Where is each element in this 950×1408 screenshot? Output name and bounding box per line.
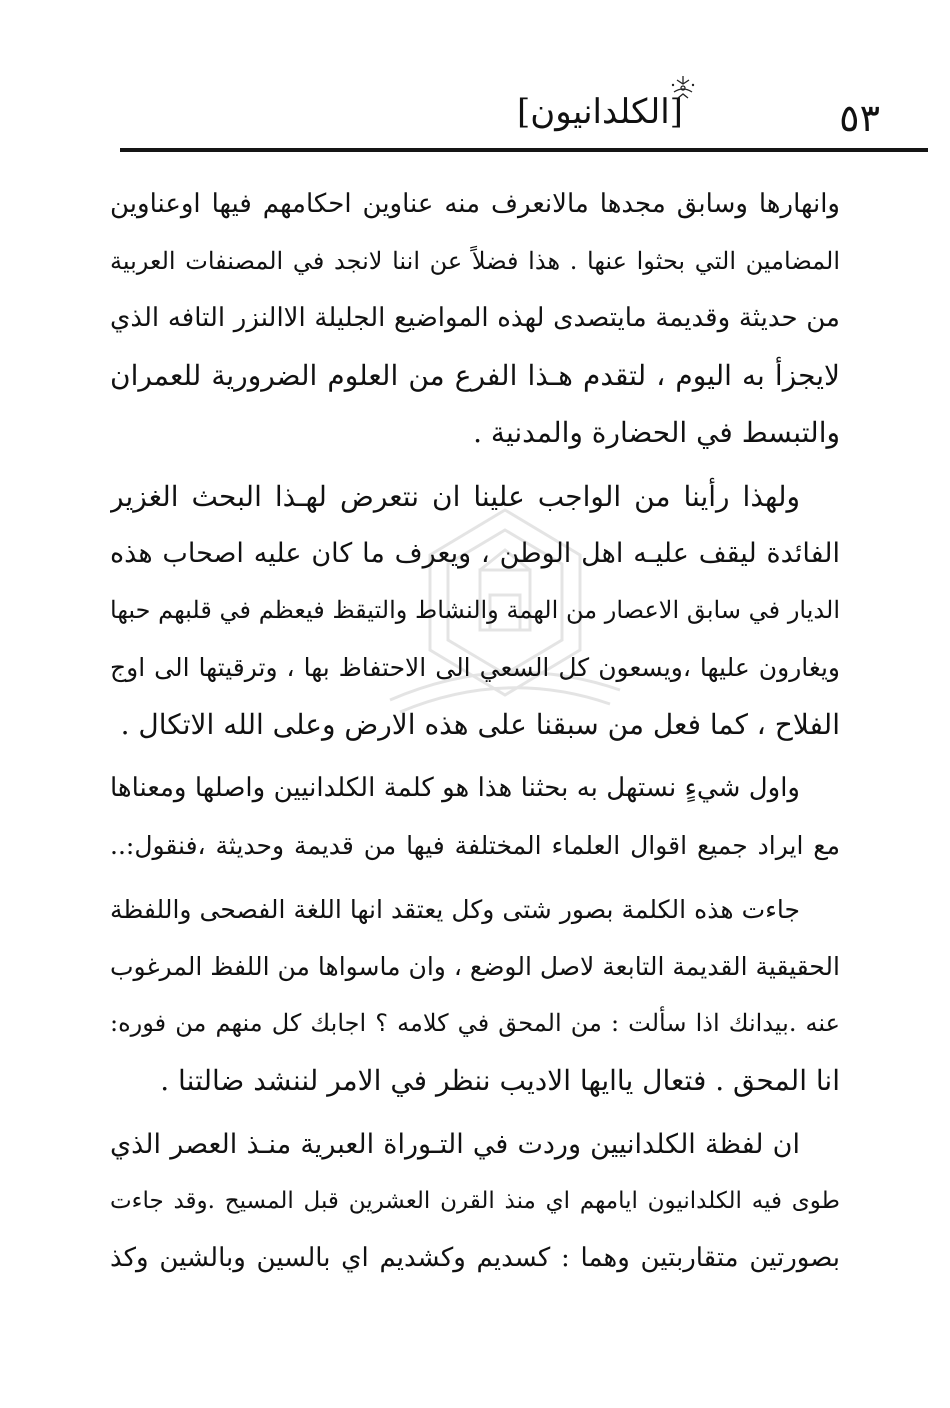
text-line: الديار في سابق الاعصار من الهمة والنشاط والتيقظ فيعظم في قلبهم حبها [110,596,840,624]
text-line: جاءت هذه الكلمة بصور شتى وكل يعتقد انها اللغة الفصحى واللفظة [110,895,800,924]
ornament-icon [668,74,698,104]
body-text [110,176,840,1287]
text-line: الفلاح ، كما فعل من سبقنا على هذه الارض وعلى الله الاتكال . [120,708,840,741]
text-line: بصورتين متقاربتين وهما : كسديم وكشديم اي بالسين وبالشين وكذ [110,1243,840,1273]
text-line: ويغارون عليها ،ويسعون كل السعي الى الاحتفاظ بها ، وترقيتها الى اوج [110,653,840,682]
text-line: من حديثة وقديمة مايتصدى لهذه المواضيع الجليلة الاالنزر التافه الذي [110,303,840,333]
text-line: مع ايراد جميع اقوال العلماء المختلفة فيها من قديمة وحديثة ،فنقول:.. [110,831,840,860]
header-rule [120,148,928,152]
text-line: ان لفظة الكلدانيين وردت في التـوراة العبرية منـذ العصر الذي [110,1129,800,1160]
text-line: طوى فيه الكلدانيون ايامهم اي منذ القرن العشرين قبل المسيح .وقد جاءت [110,1188,840,1214]
running-header [120,88,880,148]
text-line: والتبسط في الحضارة والمدنية . [473,416,840,449]
text-line: الحقيقية القديمة التابعة لاصل الوضع ، وان ماسواها من اللفظ المرغوب [110,952,840,981]
page-number: ٥٣ [839,96,880,140]
text-line: عنه .بيدانك اذا سألت : من المحق في كلامه ؟ اجابك كل منهم من فوره: [110,1009,840,1037]
page-title: [الكلدانيون] [517,92,683,132]
paragraph-4 [110,881,840,1109]
text-line: واول شيءٍ نستهل به بحثنا هذا هو كلمة الكلدانيين واصلها ومعناها [110,773,800,803]
text-line: انا المحق . فتعال ياايها الاديب ننظر في الامر لننشد ضالتنا . [160,1064,840,1097]
text-line: لايجزأ به اليوم ، لتقدم هـذا الفرع من العلوم الضرورية للعمران [110,359,840,392]
text-line: وانهارها وسابق مجدها مالانعرف منه عناوين احكامهم فيها اوعناوين [110,189,840,219]
paragraph-3 [110,760,840,874]
paragraph-2 [110,468,840,753]
text-line: المضامين التي بحثوا عنها . هذا فضلاً عن اننا لانجد في المصنفات العربية [110,247,840,275]
text-line: الفائدة ليقف عليـه اهل الوطن ، ويعرف ما كان عليه اصحاب هذه [110,538,840,569]
paragraph-5 [110,1116,840,1287]
paragraph-1 [110,176,840,461]
text-line: ولهذا رأينا من الواجب علينا ان نتعرض لهـذا البحث الغزير [110,480,800,513]
